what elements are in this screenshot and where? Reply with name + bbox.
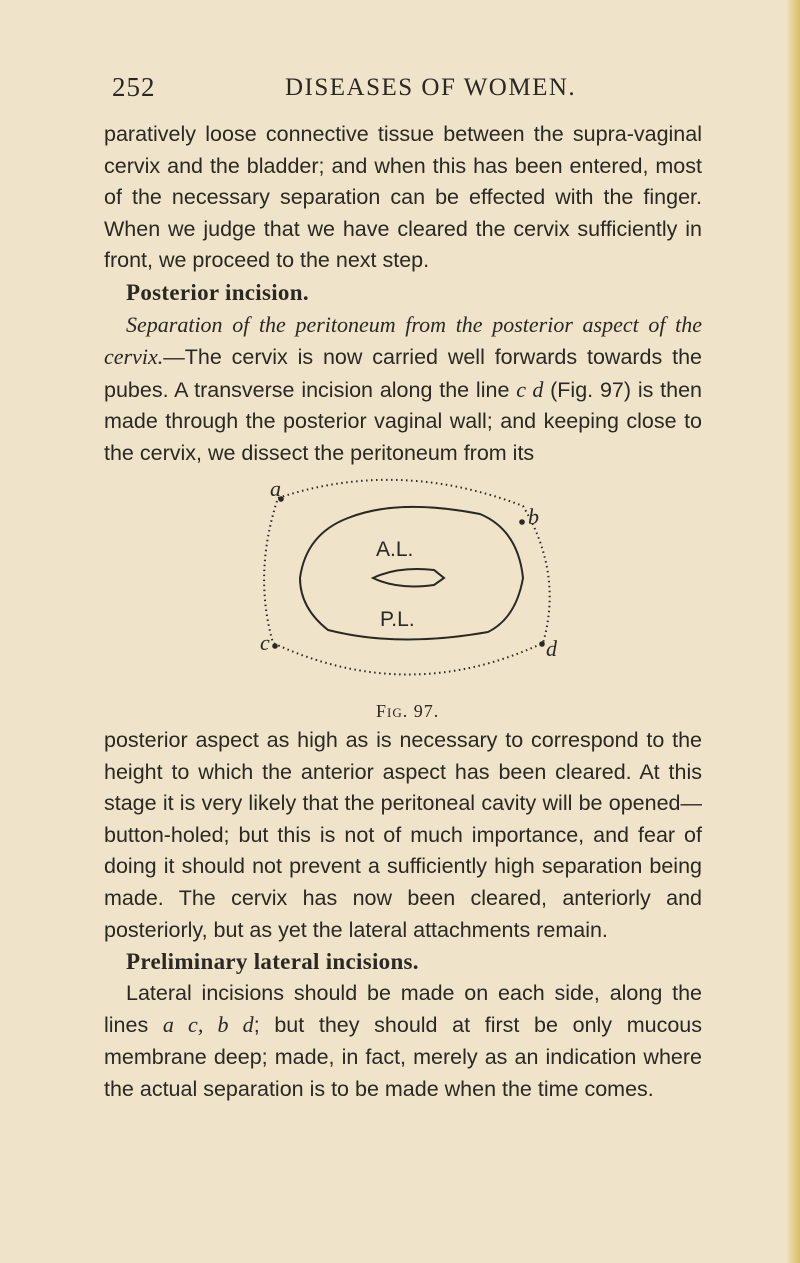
paragraph-4-text: Lateral incisions should be made on each side, along the lines <box>104 980 702 1038</box>
heading-preliminary-lateral: Preliminary lateral incisions. <box>126 949 419 975</box>
paragraph-1: paratively loose connective tissue between the supra-vaginal cervix and the bladder; and when this has been entered, most of the necessary separation can be effected with the finger. When we judge that we have cleared the cervix sufficiently in front, we proceed to the next step. <box>104 122 702 273</box>
label-pl: P.L. <box>380 608 415 631</box>
point-a-label: a <box>270 478 281 501</box>
paragraph-2 <box>104 309 702 470</box>
point-c-label: c <box>260 630 270 655</box>
line-labels-ac-bd: a c, b d <box>162 1012 254 1038</box>
label-al: A.L. <box>376 538 414 561</box>
text-block-bottom <box>104 725 702 1105</box>
subheading-separation: Separation of the peritoneum from the posterior aspect of the cervix. <box>104 311 702 370</box>
text-block-top <box>104 119 702 470</box>
figure-caption: Fig. 97. <box>376 701 440 721</box>
paragraph-4 <box>104 978 702 1105</box>
paragraph-4-end: ; but they should at first be only mucous membrane deep; made, in fact, merely as an indication where the actual separation is to be made when the time comes. <box>104 1013 702 1101</box>
heading-posterior-incision: Posterior incision. <box>126 279 309 305</box>
line-label-cd: c d <box>516 376 544 402</box>
page-edge <box>786 0 800 1263</box>
point-b-label: b <box>528 504 539 529</box>
paragraph-3: posterior aspect as high as is necessary to correspond to the height to which the anterior aspect has been cleared. At this stage it is very likely that the peritoneal cavity will be opened—button-holed; but this is not of much importance, and fear of doing it should not prevent a sufficiently high separation being made. The cervix has now been cleared, anteriorly and posteriorly, but as yet the lateral attachments remain. <box>104 728 702 942</box>
point-d-dot <box>539 641 545 647</box>
paragraph-2-end: (Fig. 97) is then made through the posterior vaginal wall; and keeping close to the cervix, we dissect the peritoneum from its <box>104 377 703 465</box>
point-d-label: d <box>546 636 557 661</box>
paragraph-2-text: —The cervix is now carried well forwards towards the pubes. A transverse incision along the line <box>104 345 702 402</box>
point-c-dot <box>272 643 278 649</box>
dotted-outline <box>264 480 550 675</box>
page-header <box>0 72 800 112</box>
running-head: DISEASES OF WOMEN. <box>285 74 577 101</box>
figure-97-diagram <box>248 478 568 698</box>
cervical-os <box>373 569 444 586</box>
point-b-dot <box>519 519 525 525</box>
page-number: 252 <box>112 72 156 102</box>
